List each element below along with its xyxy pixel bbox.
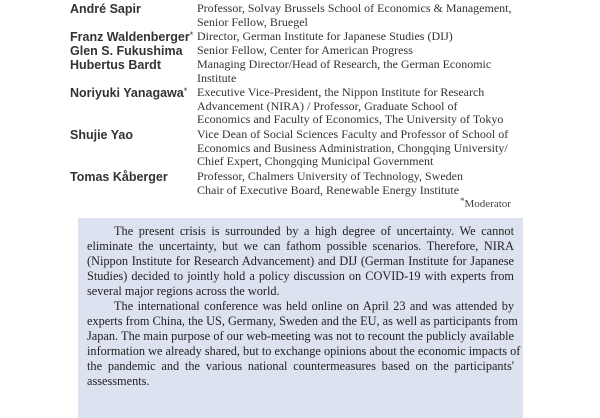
participant-role <box>197 86 527 127</box>
summary-line: several major regions across the world. <box>87 284 280 298</box>
participant-name <box>70 58 161 73</box>
participant-role-line: Senior Fellow, Bruegel <box>197 14 308 29</box>
moderator-note <box>460 198 511 210</box>
summary-paragraph <box>87 224 514 299</box>
participant-name <box>70 44 183 59</box>
participant-role-line: Director, German Institute for Japanese Studies (DIJ) <box>197 29 453 43</box>
participant-role-line: Professor, Solvay Brussels School of Economics & Management, <box>197 1 512 15</box>
participant-role <box>197 58 527 85</box>
participant-role <box>197 128 527 169</box>
participant-name-text: Franz Waldenberger <box>70 30 190 44</box>
participant-name <box>70 86 187 101</box>
participant-role-line: Institute <box>197 70 237 85</box>
participant-role-line: Executive Vice-President, the Nippon Institute for Research <box>197 85 485 99</box>
summary-line: experts from China, the US, Germany, Sweden and the EU, as well as participants from <box>87 314 518 328</box>
participant-role-line: Senior Fellow, Center for American Progress <box>197 43 413 57</box>
moderator-label: Moderator <box>464 198 511 210</box>
participant-name-text: Shujie Yao <box>70 128 133 142</box>
summary-line: The international conference was held online on April 23 and was attended by <box>114 299 514 313</box>
summary-line: The present crisis is surrounded by a high degree of uncertainty. We cannot <box>114 224 514 238</box>
summary-line: (Nippon Institute for Research Advancement) and DIJ (German Institute for Japanese <box>87 254 514 268</box>
participant-name-text: Noriyuki Yanagawa <box>70 86 184 100</box>
participant-name <box>70 170 168 185</box>
moderator-star: * <box>183 86 188 96</box>
participant-role-line: Economics and Business Administration, Chongqing University/ <box>197 140 508 155</box>
participant-name-text: Hubertus Bardt <box>70 58 161 72</box>
participant-name <box>70 128 133 143</box>
participant-role-line: Economics and Faculty of Economics, The University of Tokyo <box>197 112 504 126</box>
participant-role-line: Advancement (NIRA) / Professor, Graduate School of <box>197 98 458 113</box>
participant-role <box>197 44 527 58</box>
participant-name-text: André Sapir <box>70 2 141 16</box>
moderator-star: * <box>189 30 194 40</box>
summary-line: the pandemic and the various national countermeasures based on the participants' <box>87 359 514 373</box>
participant-role-line: Chief Expert, Chongqing Municipal Government <box>197 154 434 168</box>
summary-line: eliminate the uncertainty, but we can fathom possible scenarios. Therefore, NIRA <box>87 239 514 253</box>
summary-box <box>78 218 523 418</box>
participant-role-line: Managing Director/Head of Research, the German Economic <box>197 57 492 71</box>
summary-line: information we already shared, but to exchange opinions about the economic impacts of <box>87 344 521 358</box>
participant-role-line: Vice Dean of Social Sciences Faculty and Professor of School of <box>197 127 509 141</box>
summary-line: Studies) decided to jointly hold a policy discussion on COVID-19 with experts from <box>87 269 514 283</box>
participant-role-line: Chair of Executive Board, Renewable Energy Institute <box>197 182 460 197</box>
participant-name <box>70 30 193 45</box>
participant-role <box>197 30 527 44</box>
summary-line: Japan. The main purpose of our web-meeting was not to recount the publicly available <box>87 329 514 343</box>
participant-role-line: Professor, Chalmers University of Technology, Sweden <box>197 169 463 183</box>
participant-name <box>70 2 141 17</box>
participant-name-text: Glen S. Fukushima <box>70 44 183 58</box>
participant-role <box>197 170 527 197</box>
summary-line: assessments. <box>87 374 150 388</box>
moderator-star: * <box>460 196 465 206</box>
participant-name-text: Tomas Kåberger <box>70 170 168 184</box>
summary-paragraph <box>87 299 521 389</box>
participant-role <box>197 2 527 29</box>
